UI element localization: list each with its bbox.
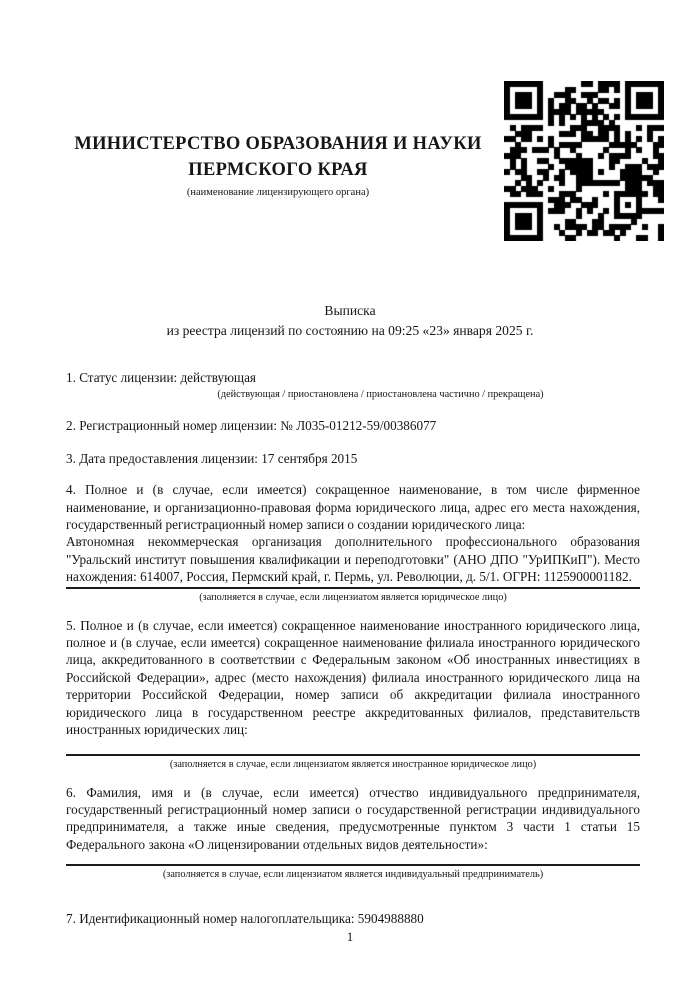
item-legal-entity bbox=[66, 481, 640, 603]
document-subtitle: из реестра лицензий по состоянию на 09:25 «23» января 2025 г. bbox=[166, 323, 534, 339]
ministry-name-note: (наименование лицензирующего органа) bbox=[186, 187, 370, 199]
license-status-text: 1. Статус лицензии: действующая bbox=[66, 370, 257, 385]
item-foreign-entity bbox=[66, 617, 640, 771]
foreign-entity-value bbox=[66, 739, 640, 756]
item-individual-entrepreneur bbox=[66, 784, 640, 882]
document-title: Выписка bbox=[324, 303, 376, 318]
item-registration-number bbox=[66, 417, 640, 434]
legal-entity-value: Автономная некоммерческая организация дополнительного профессионального образования "Уральский институт повышения квалификации и переподготовки" (АНО ДПО "УрИПКиП"). Место нахождения: 614007, Россия, Пермский край, г. Пермь, ул. Революции, д. 5/1. ОГРН: 1125900001182. bbox=[66, 533, 640, 588]
document-body bbox=[66, 369, 640, 928]
license-status-note: (действующая / приостановлена / приостановлена частично / прекращена) bbox=[217, 389, 544, 401]
item-taxpayer-number bbox=[66, 910, 640, 927]
legal-entity-note: (заполняется в случае, если лицензиатом является юридическое лицо) bbox=[199, 591, 507, 603]
individual-entrepreneur-note: (заполняется в случае, если лицензиатом является индивидуальный предприниматель) bbox=[162, 869, 544, 881]
license-date-text: 3. Дата предоставления лицензии: 17 сентября 2015 bbox=[66, 450, 358, 466]
licensing-authority-block bbox=[66, 132, 490, 198]
ministry-name-line2: ПЕРМСКОГО КРАЯ bbox=[188, 159, 368, 180]
item-license-status bbox=[66, 369, 640, 401]
item-license-date bbox=[66, 450, 640, 467]
page-number: 1 bbox=[346, 929, 354, 944]
document-title-block bbox=[30, 301, 670, 342]
qr-code-icon bbox=[504, 81, 664, 241]
foreign-entity-note: (заполняется в случае, если лицензиатом является иностранное юридическое лицо) bbox=[169, 758, 537, 770]
legal-entity-label: 4. Полное и (в случае, если имеется) сокращенное наименование, в том числе фирменное наименование, и организационно-правовая форма юридического лица, адрес его места нахождения, государственный регистрационный номер записи о создании юридического лица: bbox=[66, 482, 640, 533]
taxpayer-number-text: 7. Идентификационный номер налогоплательщика: 5904988880 bbox=[66, 911, 424, 927]
foreign-entity-label: 5. Полное и (в случае, если имеется) сокращенное наименование иностранного юридического лица, полное и (в случае, если имеется) сокращенное наименование филиала иностранного юридического лица, аккредитованного в соответствии с Федеральным законом «Об иностранных инвестициях в Российской Федерации», адрес (место нахождения) филиала иностранного юридического лица на территории Российской Федерации, номер записи об аккредитации филиала иностранного юридического лица в государственном реестре аккредитованных филиалов, представительств иностранных юридических лиц: bbox=[66, 617, 640, 738]
registration-number-text: 2. Регистрационный номер лицензии: № Л035-01212-59/00386077 bbox=[66, 418, 437, 434]
individual-entrepreneur-label: 6. Фамилия, имя и (в случае, если имеется) отчество индивидуального предпринимателя, государственный регистрационный номер записи о государственной регистрации индивидуального предпринимателя, а также иные сведения, предусмотренные пунктом 3 части 1 статьи 15 Федерального закона «О лицензировании отдельных видов деятельности»: bbox=[66, 784, 640, 867]
ministry-name bbox=[66, 132, 490, 183]
ministry-name-line1: МИНИСТЕРСТВО ОБРАЗОВАНИЯ И НАУКИ bbox=[74, 134, 482, 154]
